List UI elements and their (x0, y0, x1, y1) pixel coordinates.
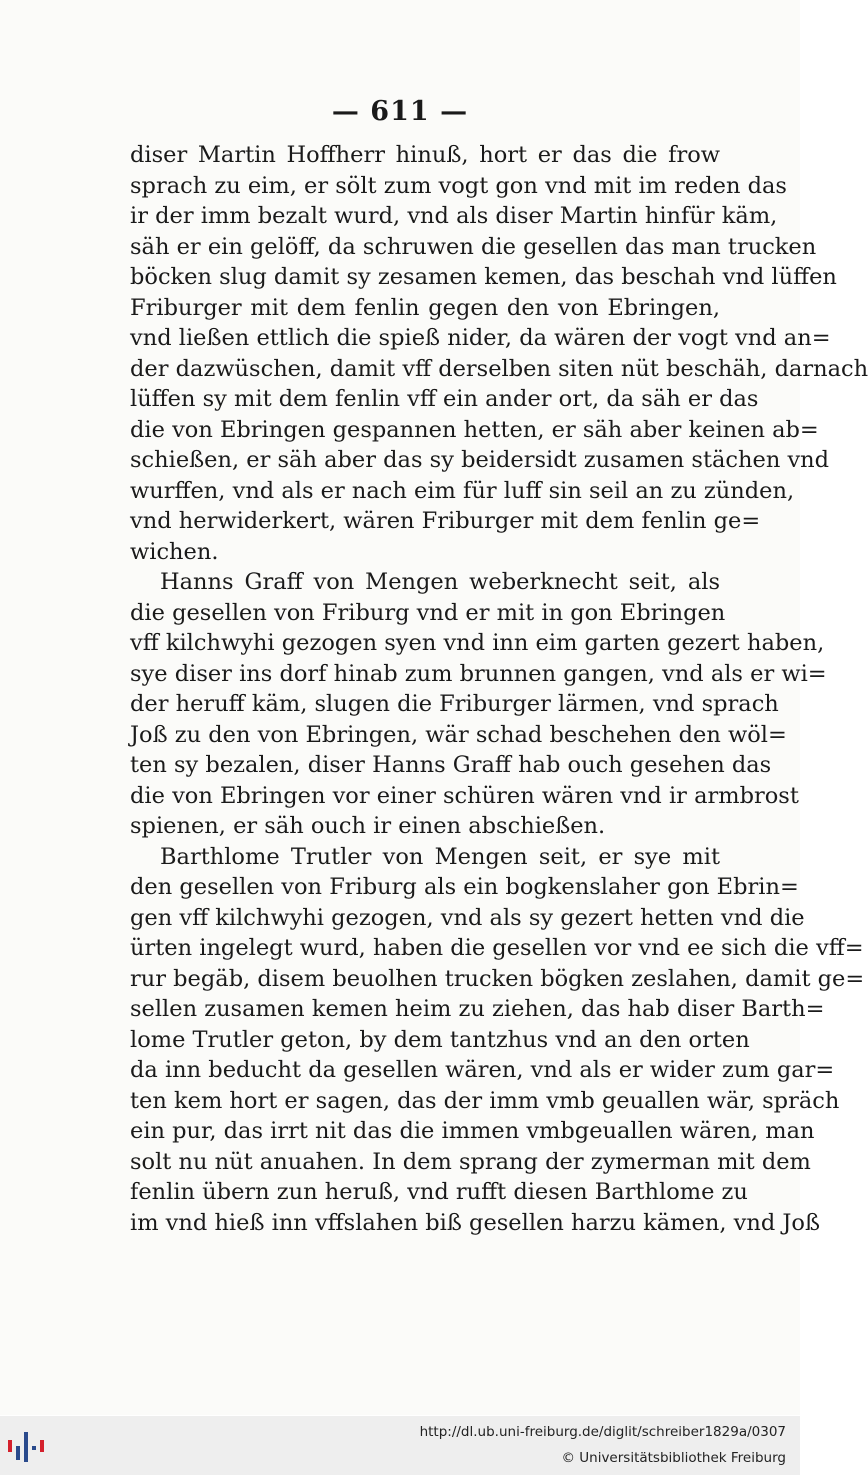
text-line: die gesellen von Friburg vnd er mit in gon Ebringen (130, 599, 726, 626)
text-line: die von Ebringen gespannen hetten, er säh aber keinen ab= (130, 416, 819, 443)
text-line: ten sy bezalen, diser Hanns Graff hab ouch gesehen das (130, 752, 772, 778)
text-line: lome Trutler geton, by dem tantzhus vnd an den orten (130, 1026, 750, 1053)
library-footer (0, 1416, 800, 1475)
text-line: sellen zusamen kemen heim zu ziehen, das hab diser Barth= (130, 996, 825, 1022)
text-line: Hanns Graff von Mengen weberknecht seit, als (160, 569, 720, 595)
text-line: ten kem hort er sagen, das der imm vmb geuallen wär, spräch (130, 1087, 840, 1114)
text-line: Friburger mit dem fenlin gegen den von Ebringen, (130, 294, 720, 321)
text-line: Barthlome Trutler von Mengen seit, er sye mit (160, 843, 720, 870)
text-line: diser Martin Hoffherr hinuß, hort er das die frow (130, 142, 720, 168)
text-line: gen vff kilchwyhi gezogen, vnd als sy gezert hetten vnd die (130, 904, 805, 931)
text-line: spienen, er säh ouch ir einen abschießen. (130, 813, 606, 839)
text-line: schießen, er säh aber das sy beidersidt zusamen stächen vnd (130, 447, 830, 473)
source-url-link[interactable]: http://dl.ub.uni-freiburg.de/diglit/schreiber1829a/0307 (419, 1424, 786, 1440)
library-logo-icon (6, 1426, 50, 1466)
text-line: sye diser ins dorf hinab zum brunnen gangen, vnd als er wi= (130, 660, 827, 687)
copyright-notice: © Universitätsbibliothek Freiburg (561, 1450, 786, 1466)
text-line: böcken slug damit sy zesamen kemen, das beschah vnd lüffen (130, 264, 837, 290)
text-line: ein pur, das irrt nit das die immen vmbgeuallen wären, man (130, 1118, 815, 1144)
text-body (130, 140, 868, 1238)
page-number: — 611 — (331, 96, 469, 127)
text-line: die von Ebringen vor einer schüren wären vnd ir armbrost (130, 782, 799, 809)
text-line: ürten ingelegt wurd, haben die gesellen vor vnd ee sich die vff= (130, 935, 864, 961)
text-line: da inn beducht da gesellen wären, vnd als er wider zum gar= (130, 1057, 835, 1083)
text-line: sprach zu eim, er sölt zum vogt gon vnd mit im reden das (130, 172, 787, 199)
text-line: fenlin übern zun heruß, vnd rufft diesen Barthlome zu (130, 1179, 748, 1205)
text-line: Joß zu den von Ebringen, wär schad beschehen den wöl= (130, 721, 787, 748)
text-line: wurffen, vnd als er nach eim für luff sin seil an zu zünden, (130, 477, 795, 504)
text-line: solt nu nüt anuahen. In dem sprang der zymerman mit dem (130, 1148, 811, 1175)
text-line: säh er ein gelöff, da schruwen die gesellen das man trucken (130, 233, 817, 260)
text-line: lüffen sy mit dem fenlin vff ein ander ort, da säh er das (130, 386, 759, 412)
text-line: vff kilchwyhi gezogen syen vnd inn eim garten gezert haben, (130, 630, 825, 656)
text-line: ir der imm bezalt wurd, vnd als diser Martin hinfür käm, (130, 203, 778, 229)
text-line: der dazwüschen, damit vff derselben siten nüt beschäh, darnach (130, 355, 868, 382)
text-line: der heruff käm, slugen die Friburger lärmen, vnd sprach (130, 691, 779, 717)
text-line: vnd ließen ettlich die spieß nider, da wären der vogt vnd an= (130, 325, 831, 351)
text-line: im vnd hieß inn vffslahen biß gesellen harzu kämen, vnd Joß (130, 1209, 820, 1236)
text-line: vnd herwiderkert, wären Friburger mit dem fenlin ge= (130, 508, 761, 534)
text-line: rur begäb, disem beuolhen trucken bögken zeslahen, damit ge= (130, 965, 865, 992)
text-line: den gesellen von Friburg als ein bogkenslaher gon Ebrin= (130, 874, 799, 900)
text-line: wichen. (130, 538, 219, 565)
